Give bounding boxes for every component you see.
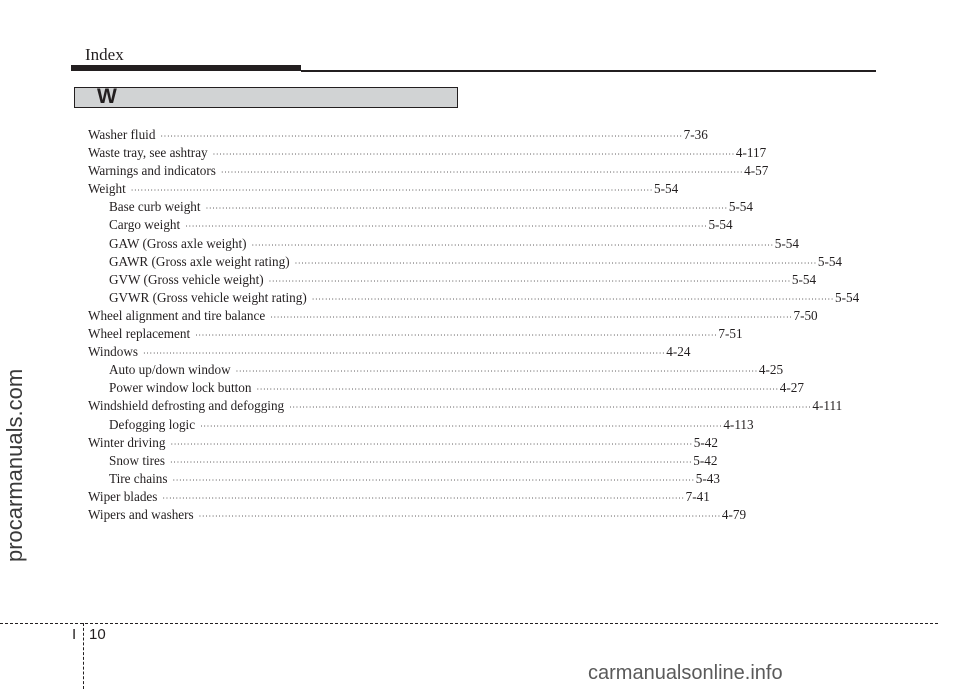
header-rule-thin <box>301 70 876 72</box>
index-entry <box>88 325 743 343</box>
index-entry-page: 5-54 <box>728 199 753 215</box>
footer-vertical-dashed-rule <box>83 623 84 689</box>
index-entry-list <box>88 126 860 524</box>
section-letter-bar <box>74 87 458 108</box>
index-entry-label: GVW (Gross vehicle weight) <box>109 271 264 287</box>
index-entry-page: 4-27 <box>779 380 804 396</box>
index-entry-label: Defogging logic <box>109 416 196 432</box>
header-rule-thick <box>71 65 301 71</box>
index-entry-page: 4-79 <box>721 506 747 522</box>
index-entry-page: 5-42 <box>693 452 718 468</box>
index-entry-label: GVWR (Gross vehicle weight rating) <box>109 289 307 305</box>
index-entry <box>88 397 843 415</box>
index-entry-label: Winter driving <box>88 434 166 450</box>
dot-leader: ································································································································································ <box>270 312 793 322</box>
index-entry-label: Windshield defrosting and defogging <box>88 398 285 414</box>
page-header-title: Index <box>85 45 124 64</box>
index-entry <box>88 144 767 162</box>
index-entry-label: Warnings and indicators <box>88 163 216 179</box>
dot-leader: ································································································································································ <box>185 222 708 232</box>
index-entry <box>88 180 679 198</box>
watermark-left: procarmanuals.com <box>2 368 27 562</box>
dot-leader: ································································································································································ <box>294 258 817 268</box>
index-subentry <box>88 235 799 253</box>
footer-dashed-rule <box>0 623 938 624</box>
index-entry-label: Tire chains <box>109 470 168 486</box>
index-entry-page: 5-54 <box>817 253 843 269</box>
dot-leader: ································································································································································ <box>198 511 721 521</box>
dot-leader: ································································································································································ <box>162 493 685 503</box>
dot-leader: ································································································································································ <box>311 294 835 304</box>
dot-leader: ································································································································································ <box>205 204 728 214</box>
dot-leader: ································································································································································ <box>143 349 666 359</box>
dot-leader: ································································································································································ <box>160 132 683 141</box>
index-entry-page: 4-113 <box>723 416 754 432</box>
index-subentry <box>88 198 753 216</box>
index-entry-label: Snow tires <box>109 452 166 468</box>
dot-leader: ································································································································································ <box>170 457 693 467</box>
index-entry-page: 7-50 <box>793 307 818 323</box>
dot-leader: ································································································································································ <box>251 240 774 250</box>
index-entry-label: Waste tray, see ashtray <box>88 145 208 161</box>
index-subentry <box>88 271 817 289</box>
index-entry-label: Cargo weight <box>109 217 181 233</box>
index-entry <box>88 343 691 361</box>
index-subentry <box>88 452 718 470</box>
index-entry-label: Wheel replacement <box>88 326 191 342</box>
index-entry <box>88 434 718 452</box>
dot-leader: ································································································································································ <box>256 385 779 395</box>
index-subentry <box>88 289 860 307</box>
index-entry-page: 4-25 <box>758 362 784 378</box>
index-entry-page: 4-24 <box>666 344 691 360</box>
index-entry-label: Auto up/down window <box>109 362 231 378</box>
index-entry-page: 5-54 <box>835 289 860 305</box>
index-entry-page: 5-54 <box>774 235 799 251</box>
index-entry-label: Wheel alignment and tire balance <box>88 307 266 323</box>
dot-leader: ································································································································································ <box>289 403 812 413</box>
index-entry-page: 5-42 <box>693 434 718 450</box>
index-entry-label: Wipers and washers <box>88 506 194 522</box>
index-entry-label: Power window lock button <box>109 380 252 396</box>
index-entry-label: GAW (Gross axle weight) <box>109 235 247 251</box>
index-entry-page: 4-111 <box>812 398 843 414</box>
footer-chapter-label: I <box>72 626 77 643</box>
index-entry-page: 5-54 <box>791 271 817 287</box>
dot-leader: ································································································································································ <box>130 186 654 196</box>
index-entry-page: 7-36 <box>683 127 708 142</box>
index-entry-page: 4-117 <box>735 145 767 161</box>
index-subentry <box>88 379 804 397</box>
index-entry-page: 7-41 <box>685 488 710 504</box>
index-entry-page: 7-51 <box>718 326 743 342</box>
index-entry-page: 5-54 <box>654 181 679 197</box>
index-entry-label: Base curb weight <box>109 199 201 215</box>
dot-leader: ································································································································································ <box>170 439 693 449</box>
index-entry-label: GAWR (Gross axle weight rating) <box>109 253 290 269</box>
index-entry-page: 5-43 <box>695 470 720 486</box>
index-subentry <box>88 416 754 434</box>
dot-leader: ································································································································································ <box>235 367 758 377</box>
index-entry <box>88 488 710 506</box>
index-entry-page: 4-57 <box>744 163 769 179</box>
dot-leader: ································································································································································ <box>220 168 744 178</box>
index-entry <box>88 162 769 180</box>
index-subentry <box>88 216 733 234</box>
index-entry-label: Washer fluid <box>88 127 156 142</box>
index-entry-label: Windows <box>88 344 139 360</box>
dot-leader: ································································································································································ <box>172 475 695 485</box>
index-entry <box>88 506 747 524</box>
dot-leader: ································································································································································ <box>200 421 723 431</box>
index-entry-label: Weight <box>88 181 126 197</box>
dot-leader: ································································································································································ <box>268 276 791 286</box>
watermark-bottom: carmanualsonline.info <box>588 662 783 684</box>
index-entry <box>88 126 708 144</box>
section-letter: W <box>97 85 117 108</box>
index-subentry <box>88 361 784 379</box>
footer-page-number: 10 <box>89 626 106 643</box>
index-entry <box>88 307 818 325</box>
dot-leader: ································································································································································ <box>212 150 735 160</box>
index-entry-label: Wiper blades <box>88 488 158 504</box>
index-entry-page: 5-54 <box>708 217 733 233</box>
index-subentry <box>88 253 843 271</box>
dot-leader: ································································································································································ <box>195 331 718 341</box>
index-subentry <box>88 470 720 488</box>
